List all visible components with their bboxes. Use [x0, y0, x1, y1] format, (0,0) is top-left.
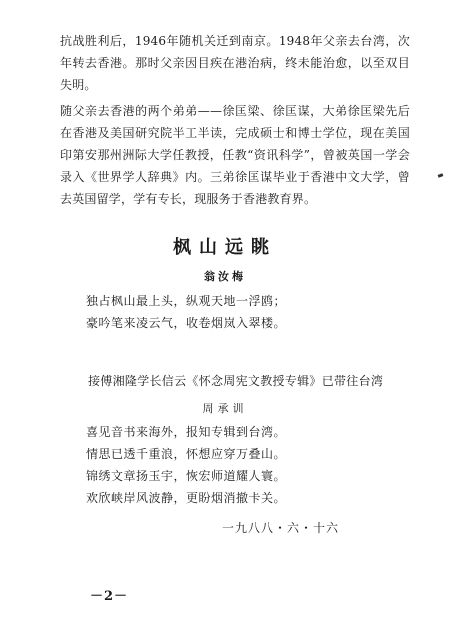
poem2-heading: 接傅湘隆学长信云《怀念周宪文教授专辑》已带往台湾: [88, 374, 384, 388]
poem-author: 翁汝梅: [204, 270, 246, 283]
poem-title: 枫山远眺: [173, 237, 277, 258]
poem-line: 独占枫山最上头，纵观天地一浮鸥；: [86, 294, 287, 308]
poem2-body: [86, 421, 286, 509]
page-number: －2－: [90, 589, 129, 604]
poem2-line: 锦绣文章扬玉宇，恢宏师道耀人寰。: [86, 469, 287, 483]
poem2-line: 喜见音书来海外，报知专辑到台湾。: [86, 425, 287, 439]
body-paragraph-1: 抗战胜利后，1946年随机关迁到南京。1948年父亲去台湾，次年转去香港。那时父亲因目疾在港治病，终未能治愈，以至双目失明。: [60, 34, 410, 92]
poem2-line: 情思已透千重浪，怀想应穿万叠山。: [86, 447, 287, 461]
poem-line: 豪吟笔来凌云气，收卷烟岚入翠楼。: [86, 316, 287, 330]
body-paragraph-2: 随父亲去香港的两个弟弟——徐匡梁、徐匡谋，大弟徐匡梁先后在香港及美国研究院半工半读，完成硕士和博士学位，现在美国印第安那州洲际大学任教授，任教“资讯科学”，曾被英国一学会录入《世界学人辞典》内。三弟徐匡谋毕业于香港中文大学，曾去英国留学，学有专长，现服务于香港教育界。: [60, 104, 410, 206]
scan-mark: [438, 173, 444, 178]
poem-body: [86, 290, 286, 334]
poem2-date: 一九八八・六・十六: [222, 521, 340, 535]
poem2-line: 欢欣峡岸风波静，更盼烟消撤卡关。: [86, 491, 287, 505]
poem2-author: 周承训: [202, 402, 248, 415]
